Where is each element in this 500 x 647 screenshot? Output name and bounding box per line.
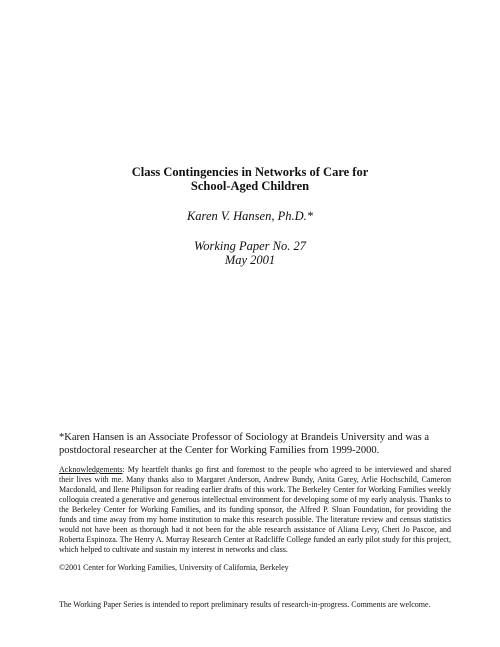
author-name: Karen V. Hansen, Ph.D.*	[186, 209, 314, 223]
paper-date: May 2001	[224, 253, 276, 267]
paper-info	[0, 239, 500, 267]
author-note: *Karen Hansen is an Associate Professor of Sociology at Brandeis University and was a postdoctoral researcher at the Center for Working Families from 1999-2000.	[59, 432, 430, 456]
acknowledgements	[59, 465, 451, 555]
paper-number: Working Paper No. 27	[193, 239, 307, 253]
document-title	[0, 165, 500, 193]
title-line-1: Class Contingencies in Networks of Care for	[131, 165, 369, 179]
title-line-2: School-Aged Children	[190, 179, 310, 193]
copyright-notice: ©2001 Center for Working Families, University of California, Berkeley	[59, 563, 289, 572]
acknowledgements-label: Acknowledgements	[59, 465, 123, 474]
acknowledgements-text: : My heartfelt thanks go first and foremost to the people who agreed to be interviewed and shared their lives with me. Many thanks also to Margaret Anderson, Andrew Bundy, Anita Garey, Arlie Hochschild, Cameron Macdonald, and Ilene Philipson for reading earlier drafts of this work. The Berkeley Center for Working Families weekly colloquia created a generative and generous intellectual environment for developing some of my early analysis. Thanks to the Berkeley Center for Working Families, and its funding sponsor, the Alfred P. Sloan Foundation, for providing the funds and time away from my home institution to make this research possible. The literature review and census statistics would not have been as thorough had it not been for the able research assistance of Aliana Levy, Cheri Jo Pascoe, and Roberta Espinoza. The Henry A. Murray Research Center at Radcliffe College funded an early pilot study for this project, which helped to cultivate and sustain my interest in networks and class.	[59, 465, 451, 554]
footer-note: The Working Paper Series is intended to report preliminary results of research-in-progress. Comments are welcome.	[59, 600, 431, 609]
